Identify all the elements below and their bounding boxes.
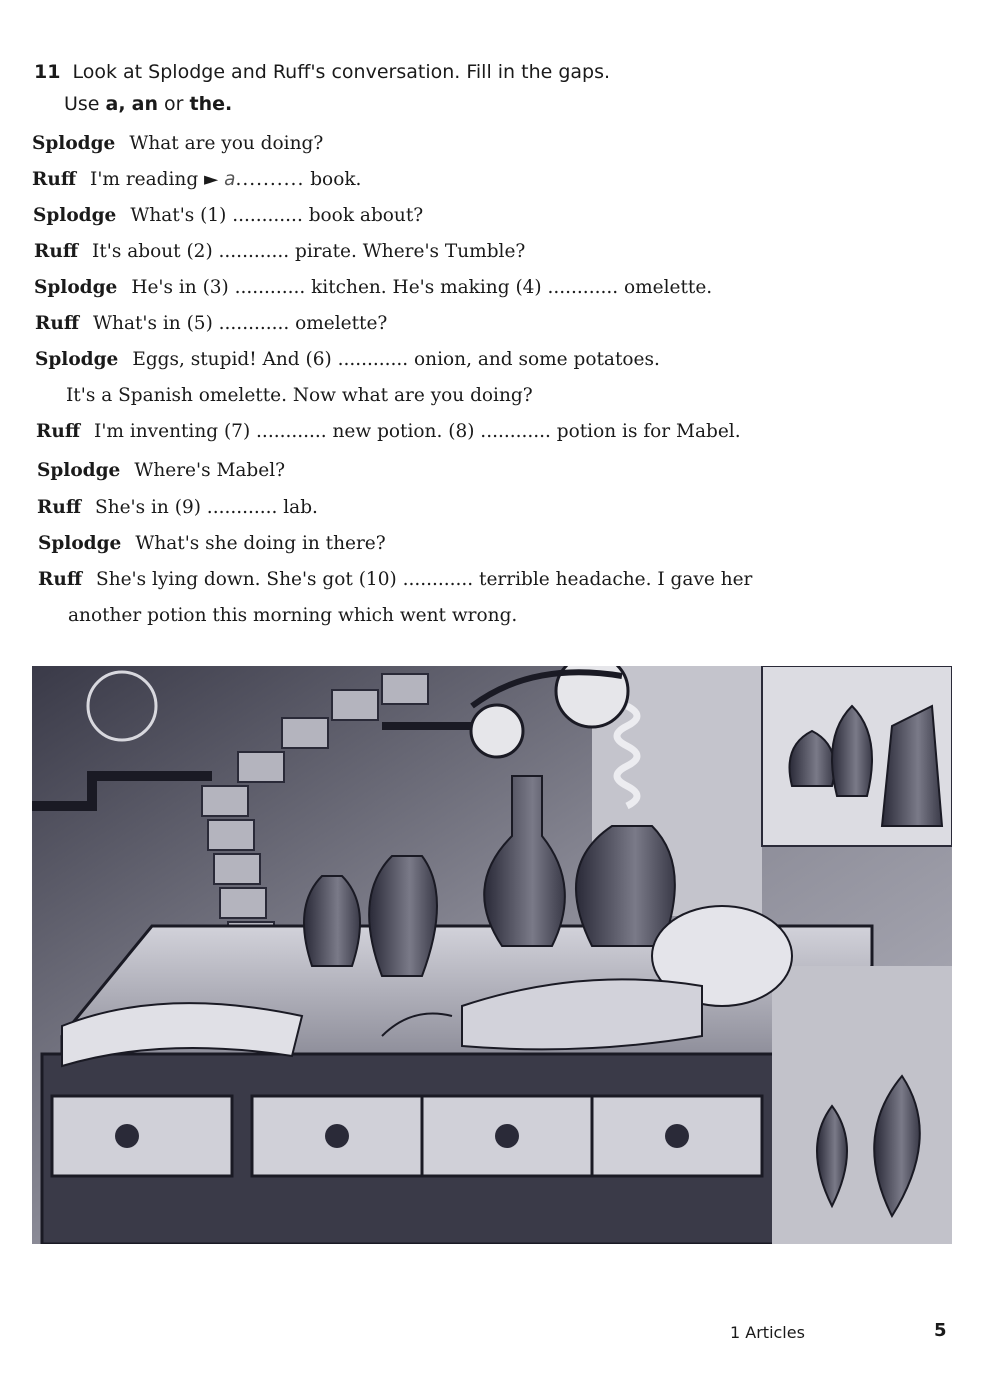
lab-illustration (32, 666, 952, 1244)
dialogue-line-5: Ruff What's in (5) ............ omelette? (35, 313, 388, 334)
dialogue-line-12: Ruff She's lying down. She's got (10) ............ terrible headache. I gave her (38, 569, 753, 590)
footer-section: 1 Articles (730, 1323, 805, 1342)
dialogue-line-13: another potion this morning which went wrong. (68, 605, 518, 626)
instruction-line-2: Use a, an or the. (64, 93, 233, 115)
floor-right (772, 966, 952, 1244)
dialogue-line-7: It's a Spanish omelette. Now what are you doing? (66, 385, 533, 406)
dialogue-line-9: Splodge Where's Mabel? (37, 460, 286, 481)
dialogue-line-8: Ruff I'm inventing (7) ............ new potion. (8) ............ potion is for Mabel. (36, 421, 741, 442)
gear-small (471, 705, 523, 757)
example-answer: a (224, 169, 236, 190)
dialogue-line-10: Ruff She's in (9) ............ lab. (37, 497, 318, 518)
dialogue-line-0: Splodge What are you doing? (32, 133, 324, 154)
dialogue-line-3: Ruff It's about (2) ............ pirate. Where's Tumble? (34, 241, 526, 262)
dialogue-line-11: Splodge What's she doing in there? (38, 533, 386, 554)
dialogue-line-4: Splodge He's in (3) ............ kitchen. He's making (4) ............ omelette. (34, 277, 713, 298)
exercise-instructions (34, 56, 610, 120)
exercise-number: 11 (34, 61, 61, 83)
drawers (52, 1096, 762, 1176)
dialogue-line-1: Ruff I'm reading ► a.......... book. (32, 169, 362, 190)
page-number: 5 (934, 1320, 947, 1341)
instruction-line-1: Look at Splodge and Ruff's conversation. Fill in the gaps. (72, 61, 611, 83)
dialogue-line-2: Splodge What's (1) ............ book about? (33, 205, 424, 226)
dialogue-line-6: Splodge Eggs, stupid! And (6) ............ onion, and some potatoes. (35, 349, 660, 370)
